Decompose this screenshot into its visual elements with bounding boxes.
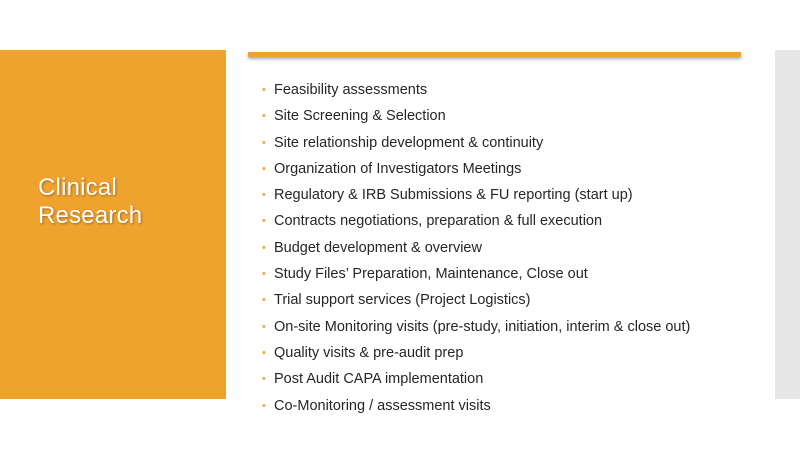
list-item <box>262 262 690 288</box>
slide-title: Clinical Research <box>38 174 143 229</box>
list-item <box>262 104 690 130</box>
bullet-icon: • <box>262 320 266 333</box>
bullet-icon: • <box>262 268 266 281</box>
bullet-icon: • <box>262 162 266 175</box>
bullet-icon: • <box>262 346 266 359</box>
list-item-text: Contracts negotiations, preparation & full execution <box>274 213 603 230</box>
bullet-icon: • <box>262 373 266 386</box>
bullet-icon: • <box>262 110 266 123</box>
bullet-icon: • <box>262 399 266 412</box>
list-item-text: Organization of Investigators Meetings <box>274 160 522 177</box>
accent-bar <box>248 52 741 57</box>
list-item-text: Budget development & overview <box>274 239 482 256</box>
bullet-list <box>262 78 690 420</box>
list-item-text: Co-Monitoring / assessment visits <box>274 397 491 414</box>
list-item <box>262 131 690 157</box>
list-item <box>262 315 690 341</box>
list-item <box>262 157 690 183</box>
list-item <box>262 209 690 235</box>
list-item-text: Regulatory & IRB Submissions & FU reporting (start up) <box>274 187 633 204</box>
list-item-text: Quality visits & pre-audit prep <box>274 344 464 361</box>
bullet-icon: • <box>262 189 266 202</box>
list-item-text: Study Files’ Preparation, Maintenance, Close out <box>274 266 588 283</box>
list-item-text: On-site Monitoring visits (pre-study, initiation, interim & close out) <box>274 318 691 335</box>
list-item <box>262 183 690 209</box>
list-item-text: Post Audit CAPA implementation <box>274 371 484 388</box>
list-item-text: Feasibility assessments <box>274 82 428 98</box>
list-item-text: Site Screening & Selection <box>274 108 446 125</box>
list-item <box>262 288 690 314</box>
bullet-icon: • <box>262 241 266 254</box>
bullet-icon: • <box>262 84 266 96</box>
list-item <box>262 78 690 104</box>
bullet-icon: • <box>262 294 266 307</box>
list-item <box>262 367 690 393</box>
list-item-text: Trial support services (Project Logistics) <box>274 292 531 309</box>
list-item-text: Site relationship development & continuity <box>274 134 544 151</box>
list-item <box>262 394 690 420</box>
bullet-icon: • <box>262 136 266 149</box>
list-item <box>262 341 690 367</box>
right-decorative-strip <box>775 50 800 399</box>
bullet-icon: • <box>262 215 266 228</box>
list-item <box>262 236 690 262</box>
